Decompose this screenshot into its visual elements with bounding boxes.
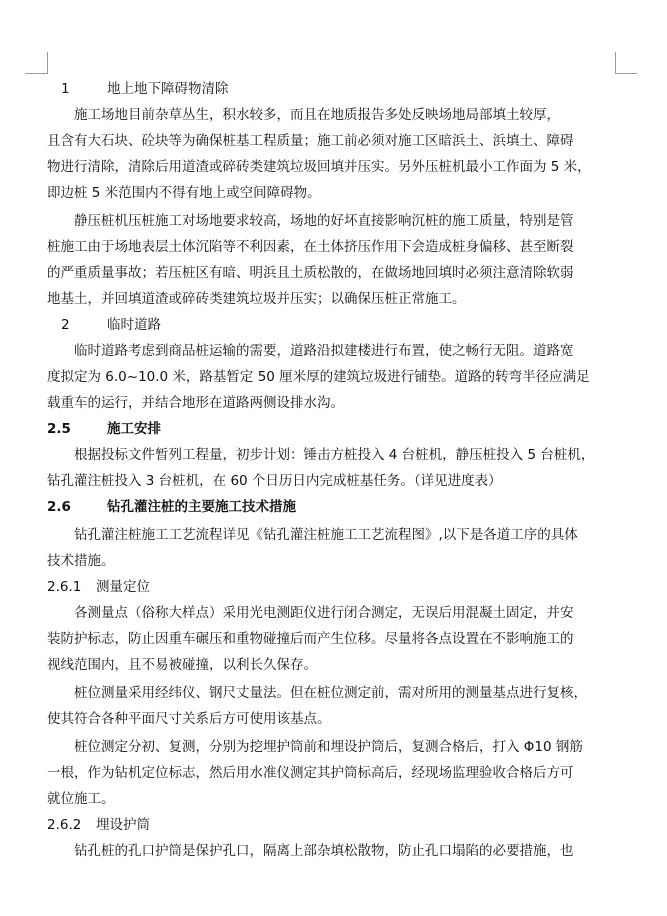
paragraph-line: 施工场地目前杂草丛生，积水较多，而且在地质报告多处反映场地局部填土较厚， xyxy=(74,107,560,123)
page-corner-mark-right xyxy=(615,73,637,74)
section-heading xyxy=(47,494,619,520)
paragraph xyxy=(47,680,619,732)
subsection-heading xyxy=(47,574,619,600)
list-item-number: 2 xyxy=(61,317,70,333)
paragraph-line: 根据投标文件暂列工程量，初步计划：锤击方桩投入 4 台桩机，静压桩投入 5 台桩机， xyxy=(74,447,595,463)
paragraph xyxy=(47,208,619,312)
paragraph xyxy=(47,734,619,812)
section-number: 2.6 xyxy=(47,499,71,515)
paragraph-line: 装防护标志，防止因重车碾压和重物碰撞后而产生位移。尽量将各点设置在不影响施工的 xyxy=(47,631,574,647)
paragraph-line: 临时道路考虑到商品桩运输的需要，道路沿拟建楼进行布置，使之畅行无阻。道路宽 xyxy=(74,343,574,359)
paragraph-line: 即边桩 5 米范围内不得有地上或空间障碍物。 xyxy=(47,185,321,201)
paragraph xyxy=(47,338,619,416)
section-heading xyxy=(47,416,619,442)
paragraph-line: 各测量点（俗称大样点）采用光电测距仪进行闭合测定，无误后用混凝土固定，并安 xyxy=(74,605,574,621)
paragraph-line: 载重车的运行，并结合地形在道路两侧设排水沟。 xyxy=(47,395,344,411)
paragraph-line: 视线范围内，且不易被碰撞，以利长久保存。 xyxy=(47,657,317,673)
paragraph-line: 钻孔灌注桩施工工艺流程详见《钻孔灌注桩施工工艺流程图》,以下是各道工序的具体 xyxy=(74,527,578,543)
subsection-heading xyxy=(47,812,619,838)
paragraph xyxy=(47,522,619,574)
page-corner-mark-left xyxy=(47,52,48,74)
page-corner-mark-right xyxy=(615,52,616,74)
section-number: 2.5 xyxy=(47,421,71,437)
paragraph-line: 静压桩机压桩施工对场地要求较高，场地的好坏直接影响沉桩的施工质量，特别是管 xyxy=(74,213,574,229)
list-item-heading xyxy=(47,76,619,102)
section-title: 钻孔灌注桩的主要施工技术措施 xyxy=(107,499,296,515)
subsection-title: 测量定位 xyxy=(96,579,150,595)
list-item-title: 地上地下障碍物清除 xyxy=(107,81,229,97)
list-item-heading xyxy=(47,312,619,338)
paragraph xyxy=(47,442,619,494)
subsection-title: 埋设护筒 xyxy=(96,817,150,833)
paragraph-line: 地基土，并回填道渣或碎砖类建筑垃圾并压实；以确保压桩正常施工。 xyxy=(47,291,466,307)
paragraph-line: 使其符合各种平面尺寸关系后方可使用该基点。 xyxy=(47,711,331,727)
paragraph-line: 物进行清除，清除后用道渣或碎砖类建筑垃圾回填并压实。另外压桩机最小工作面为 5 米， xyxy=(47,159,591,175)
paragraph-line: 且含有大石块、砼块等为确保桩基工程质量；施工前必须对施工区暗浜土、浜填土、障碍 xyxy=(47,133,574,149)
paragraph xyxy=(47,102,619,206)
paragraph-line: 钻孔灌注桩投入 3 台桩机，在 60 个日历日内完成桩基任务。（详见进度表） xyxy=(47,473,502,489)
subsection-number: 2.6.1 xyxy=(47,579,82,595)
paragraph-line: 技术措施。 xyxy=(47,553,115,569)
paragraph xyxy=(47,838,619,864)
paragraph-line: 桩位测定分初、复测，分别为挖埋护筒前和埋设护筒后，复测合格后，打入 Φ10 钢筋 xyxy=(74,739,583,755)
document-body xyxy=(47,76,619,864)
list-item-number: 1 xyxy=(61,81,70,97)
paragraph xyxy=(47,600,619,678)
page-corner-mark-left xyxy=(25,73,47,74)
paragraph-line: 桩位测量采用经纬仪、钢尺丈量法。但在桩位测定前，需对所用的测量基点进行复核， xyxy=(74,685,587,701)
paragraph-line: 就位施工。 xyxy=(47,791,115,807)
paragraph-line: 钻孔桩的孔口护筒是保护孔口，隔离上部杂填松散物，防止孔口塌陷的必要措施，也 xyxy=(74,843,574,859)
paragraph-line: 桩施工由于场地表层土体沉陷等不利因素，在土体挤压作用下会造成桩身偏移、甚至断裂 xyxy=(47,239,574,255)
paragraph-line: 度拟定为 6.0~10.0 米，路基暂定 50 厘米厚的建筑垃圾进行铺垫。道路的转弯半径应满足 xyxy=(47,369,590,385)
paragraph-line: 的严重质量事故；若压桩区有暗、明浜且土质松散的，在做场地回填时必须注意清除软弱 xyxy=(47,265,574,281)
subsection-number: 2.6.2 xyxy=(47,817,82,833)
section-title: 施工安排 xyxy=(107,421,161,437)
paragraph-line: 一根，作为钻机定位标志，然后用水准仪测定其护筒标高后，经现场监理验收合格后方可 xyxy=(47,765,574,781)
list-item-title: 临时道路 xyxy=(107,317,161,333)
